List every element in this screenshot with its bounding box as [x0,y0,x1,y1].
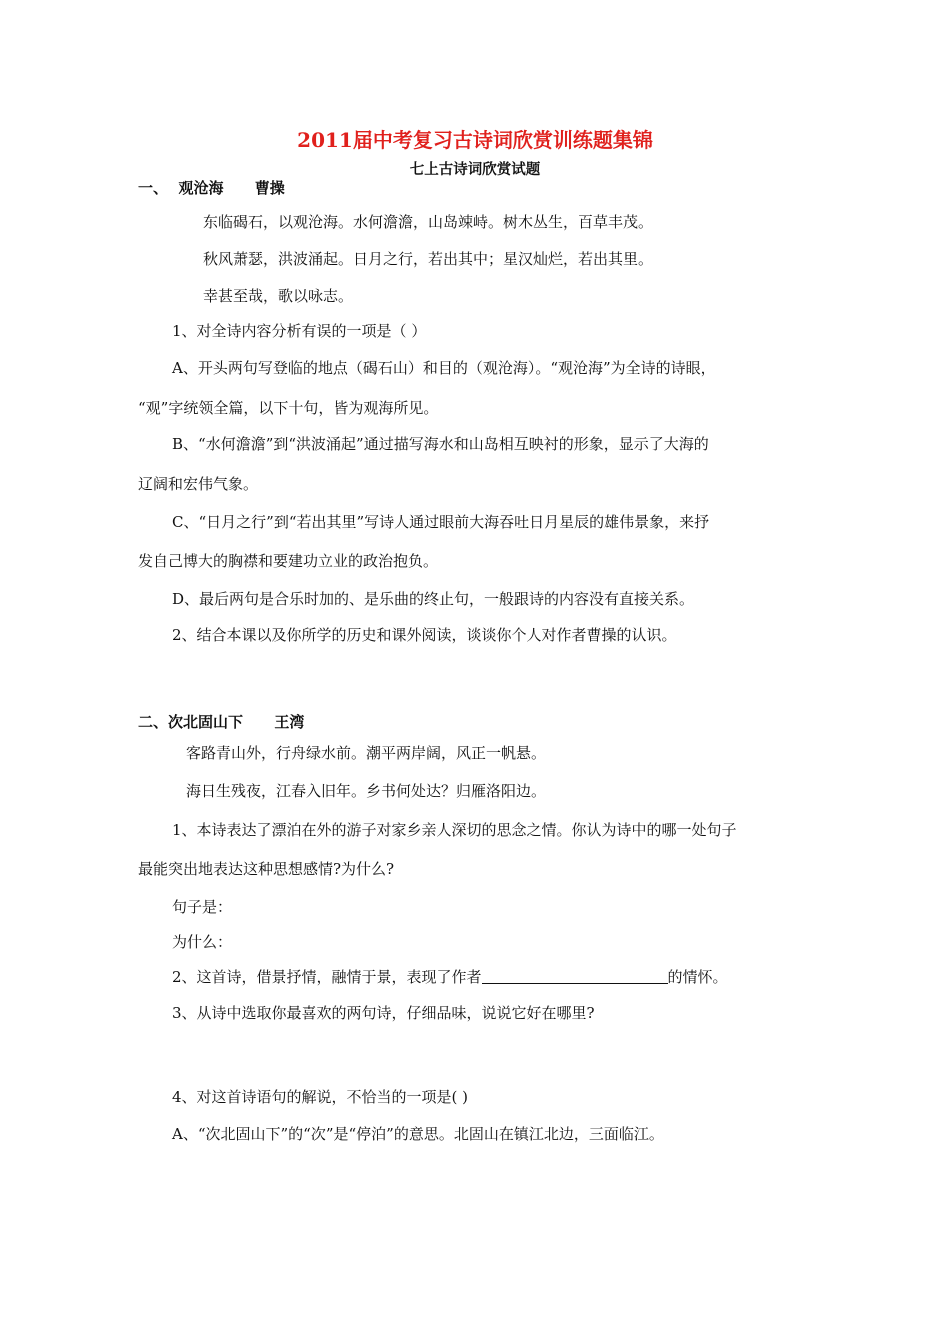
s1-option-a-line-2: “观”字统领全篇，以下十句，皆为观海所见。 [138,399,439,417]
s2-question-1-line-1: 1、本诗表达了漂泊在外的游子对家乡亲人深切的思念之情。你认为诗中的哪一处句子 [172,821,737,839]
s1-question-2: 2、结合本课以及你所学的历史和课外阅读，谈谈你个人对作者曹操的认识。 [172,626,677,644]
poem2-line-2: 海日生残夜，江春入旧年。乡书何处达？归雁洛阳边。 [186,782,547,800]
s1-option-b-line-2: 辽阔和宏伟气象。 [138,475,259,493]
answer-blank[interactable] [482,968,668,984]
s1-option-b-line-1: B、“水何澹澹”到“洪波涌起”通过描写海水和山岛相互映衬的形象，显示了大海的 [172,435,709,453]
s1-option-a-line-1: A、开头两句写登临的地点（碣石山）和目的（观沧海）。“观沧海”为全诗的诗眼， [172,359,716,377]
poem2-line-1: 客路青山外，行舟绿水前。潮平两岸阔，风正一帆悬。 [186,744,547,762]
poem1-line-3: 幸甚至哉，歌以咏志。 [203,287,354,305]
s2-question-3: 3、从诗中选取你最喜欢的两句诗，仔细品味，说说它好在哪里? [172,1004,595,1022]
s2-question-2-prefix: 2、这首诗，借景抒情，融情于景，表现了作者 [172,968,482,986]
section1-heading: 一、 观沧海 曹操 [138,179,285,197]
s2-question-1-line-2: 最能突出地表达这种思想感情?为什么? [138,860,395,878]
s1-option-d: D、最后两句是合乐时加的、是乐曲的终止句，一般跟诗的内容没有直接关系。 [172,590,695,608]
document-subtitle: 七上古诗词欣赏试题 [409,161,541,178]
why-label: 为什么： [172,933,233,951]
poem1-line-1: 东临碣石，以观沧海。水何澹澹，山岛竦峙。树木丛生，百草丰茂。 [203,213,654,231]
s1-option-c-line-2: 发自己博大的胸襟和要建功立业的政治抱负。 [138,552,439,570]
s2-question-2 [172,967,728,987]
sentence-label: 句子是： [172,898,233,916]
s2-option-a: A、“次北固山下”的“次”是“停泊”的意思。北固山在镇江北边，三面临江。 [172,1125,664,1143]
s2-question-2-suffix: 的情怀。 [667,968,728,986]
section2-heading: 二、次北固山下 王湾 [138,713,305,731]
document-title: 2011届中考复习古诗词欣赏训练题集锦 [297,128,653,152]
s1-option-c-line-1: C、“日月之行”到“若出其里”写诗人通过眼前大海吞吐日月星辰的雄伟景象，来抒 [172,513,710,531]
s2-question-4: 4、对这首诗语句的解说，不恰当的一项是( ) [172,1088,469,1106]
s1-question-1: 1、对全诗内容分析有误的一项是（ ） [172,322,427,340]
poem1-line-2: 秋风萧瑟，洪波涌起。日月之行，若出其中；星汉灿烂，若出其里。 [203,250,654,268]
